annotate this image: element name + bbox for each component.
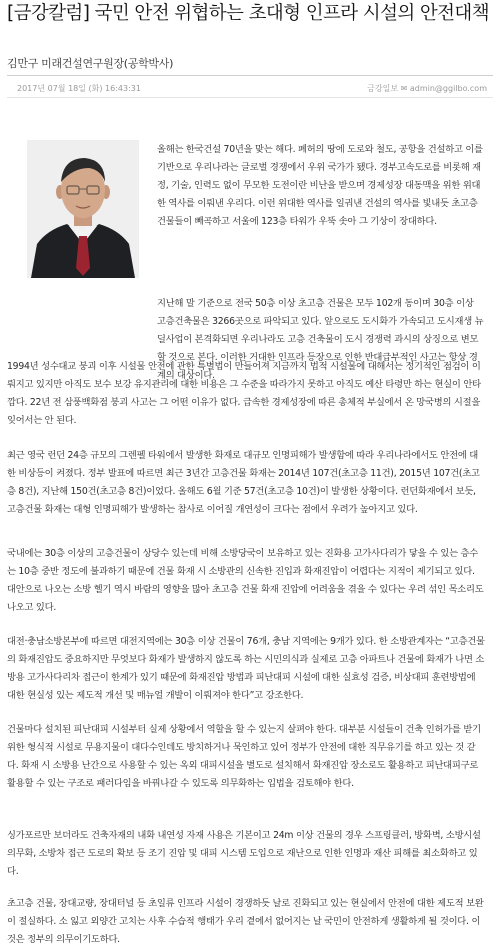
paragraph: 국내에는 30층 이상의 고층건물이 상당수 있는데 비해 소방당국이 보유하고 있는 진화용 고가사다리가 닿을 수 있는 층수는 10층 중반 정도에 불과하기 때문에 건물 화재 시 소방관의 신속한 진입과 화재진압이 어렵다는 지적이 제기되고 있다. 대안으로 나오는 소방 헬기 역시 바람의 영향을 많아 초고층 건물 화재 진압에 어려움을 겪을 수 있다는 우려 섞인 목소리도 나오고 있다. bbox=[7, 548, 484, 613]
paragraph: 최근 영국 런던 24층 규모의 그렌펠 타워에서 발생한 화재로 대규모 인명피해가 발생함에 따라 우리나라에서도 안전에 대한 비상등이 켜졌다. 정부 발표에 따르면 최근 3년간 고층건물 화재는 2014년 107건(초고층 11건), 2015년 107건(초고층 8건), 지난해 150건(초고층 8건)이었다. 올해도 6월 기준 57건(초고층 10건)이 발생한 상황이다. 런던화재에서 보듯, 고층건물 화재는 대형 인명피해가 발생하는 참사로 이어질 개연성이 크다는 점에서 우려가 높아지고 있다. bbox=[7, 450, 480, 515]
paragraph: 건물마다 설치된 피난대피 시설부터 실제 상황에서 역할을 할 수 있는지 살펴야 한다. 대부분 시설들이 건축 인허가를 받기 위한 형식적 시설로 무용지물이 대다수인데도 방치하거나 묵인하고 있어 정부가 안전에 대한 직무유기를 하고 있는 것 같다. 화재 시 소방용 난간으로 사용할 수 있는 옥외 대피시설을 별도로 설치해서 화재진압 장소로도 활용하고 피난대피구로 활용할 수 있는 구조로 패러다임을 바꿔나갈 수 있도록 의무화하는 입법을 검토해야 한다. bbox=[7, 724, 481, 789]
paragraph: 초고층 건물, 장대교량, 장대터널 등 초일류 인프라 시설이 경쟁하듯 날로 진화되고 있는 현실에서 안전에 대한 제도적 보완이 절실하다. 소 잃고 외양간 고치는 사후 수습적 행태가 우리 곁에서 없어지는 날 국민이 안전하게 생활하게 될 것이다. 이것은 정부의 의무이기도하다. bbox=[7, 898, 484, 945]
paragraph: 지난해 말 기준으로 전국 50층 이상 초고층 건물은 모두 102개 동이며 30층 이상 고층건축물은 3266곳으로 파악되고 있다. 앞으로도 도시화가 가속되고 도시재생 뉴딜사업이 본격화되면 우리나라도 고층 건축물이 도시 경쟁력 과시의 상징으로 변모할 것으로 본다. 이러한 거대한 인프라 등장으로 인한 반대급부적인 사고는 항상 경계의 대상이다. bbox=[157, 298, 484, 381]
article-title: [금강칼럼] 국민 안전 위협하는 초대형 인프라 시설의 안전대책 bbox=[7, 3, 489, 24]
paragraph: 대전·충남소방본부에 따르면 대전지역에는 30층 이상 건물이 76개, 충남 지역에는 9개가 있다. 한 소방관계자는 “고층건물의 화재진압도 중요하지만 무엇보다 화재가 발생하지 않도록 하는 시민의식과 실제로 고층 아파트나 건물에 화재가 나면 소방용 고가사다리차 접근이 한계가 있기 때문에 화재진압 방법과 피난대피 시설에 대한 실효성 검증, 비상대피 훈련방법에 대한 현실성 있는 제도적 개선 및 매뉴얼 개발이 이뤄져야 한다”고 강조한다. bbox=[7, 636, 485, 701]
paragraph: 올해는 한국건설 70년을 맞는 해다. 폐허의 땅에 도로와 철도, 공항을 건설하고 이를 기반으로 우리나라는 글로벌 경쟁에서 우위 국가가 됐다. 경부고속도로를 비롯해 재정, 기술, 인력도 없이 무모한 도전이란 비난을 받으며 경제성장 대동맥을 위한 위대한 역사를 이뤄낸 우리다. 이런 위대한 역사를 일궈낸 건설의 역사를 빛내듯 초고층 건물들이 빼곡하고 서울에 123층 타워가 우뚝 솟아 그 기상이 장대하다. bbox=[157, 144, 483, 227]
publish-datetime: 2017년 07월 18일 (화) 16:43:31 bbox=[17, 84, 141, 93]
divider bbox=[7, 97, 493, 98]
author-photo bbox=[27, 140, 139, 278]
publisher-email[interactable]: 금강일보 ✉ admin@ggilbo.com bbox=[367, 84, 487, 93]
article-meta bbox=[7, 80, 493, 94]
author-portrait-image bbox=[27, 140, 139, 278]
divider bbox=[7, 75, 493, 76]
paragraph: 1994년 성수대교 붕괴 이후 시설물 안전에 관한 특별법이 만들어져 지금까지 법적 시설물에 대해서는 정기적인 점검이 이뤄지고 있지만 아직도 보수 보강 유지관리에 대한 비용은 그 수준을 따라가지 못하고 아직도 예산 타령만 하는 현실이 안타깝다. 22년 전 삼풍백화점 붕괴 사고는 그 어떤 이유가 없다. 급속한 경제성장에 따른 총체적 부실에서 온 망국병의 시절을 잊어서는 안 된다. bbox=[7, 361, 481, 426]
author-line: 김만구 미래건설연구원장(공학박사) bbox=[7, 57, 174, 70]
paragraph: 싱가포르만 보더라도 건축자재의 내화 내연성 자재 사용은 기본이고 24m 이상 건물의 경우 스프링클러, 방화벽, 소방시설 의무화, 소방차 접근 도로의 확보 등 조기 진압 및 대피 시스템 도입으로 재난으로 인한 인명과 재산 피해를 최소화하고 있다. bbox=[7, 830, 481, 877]
